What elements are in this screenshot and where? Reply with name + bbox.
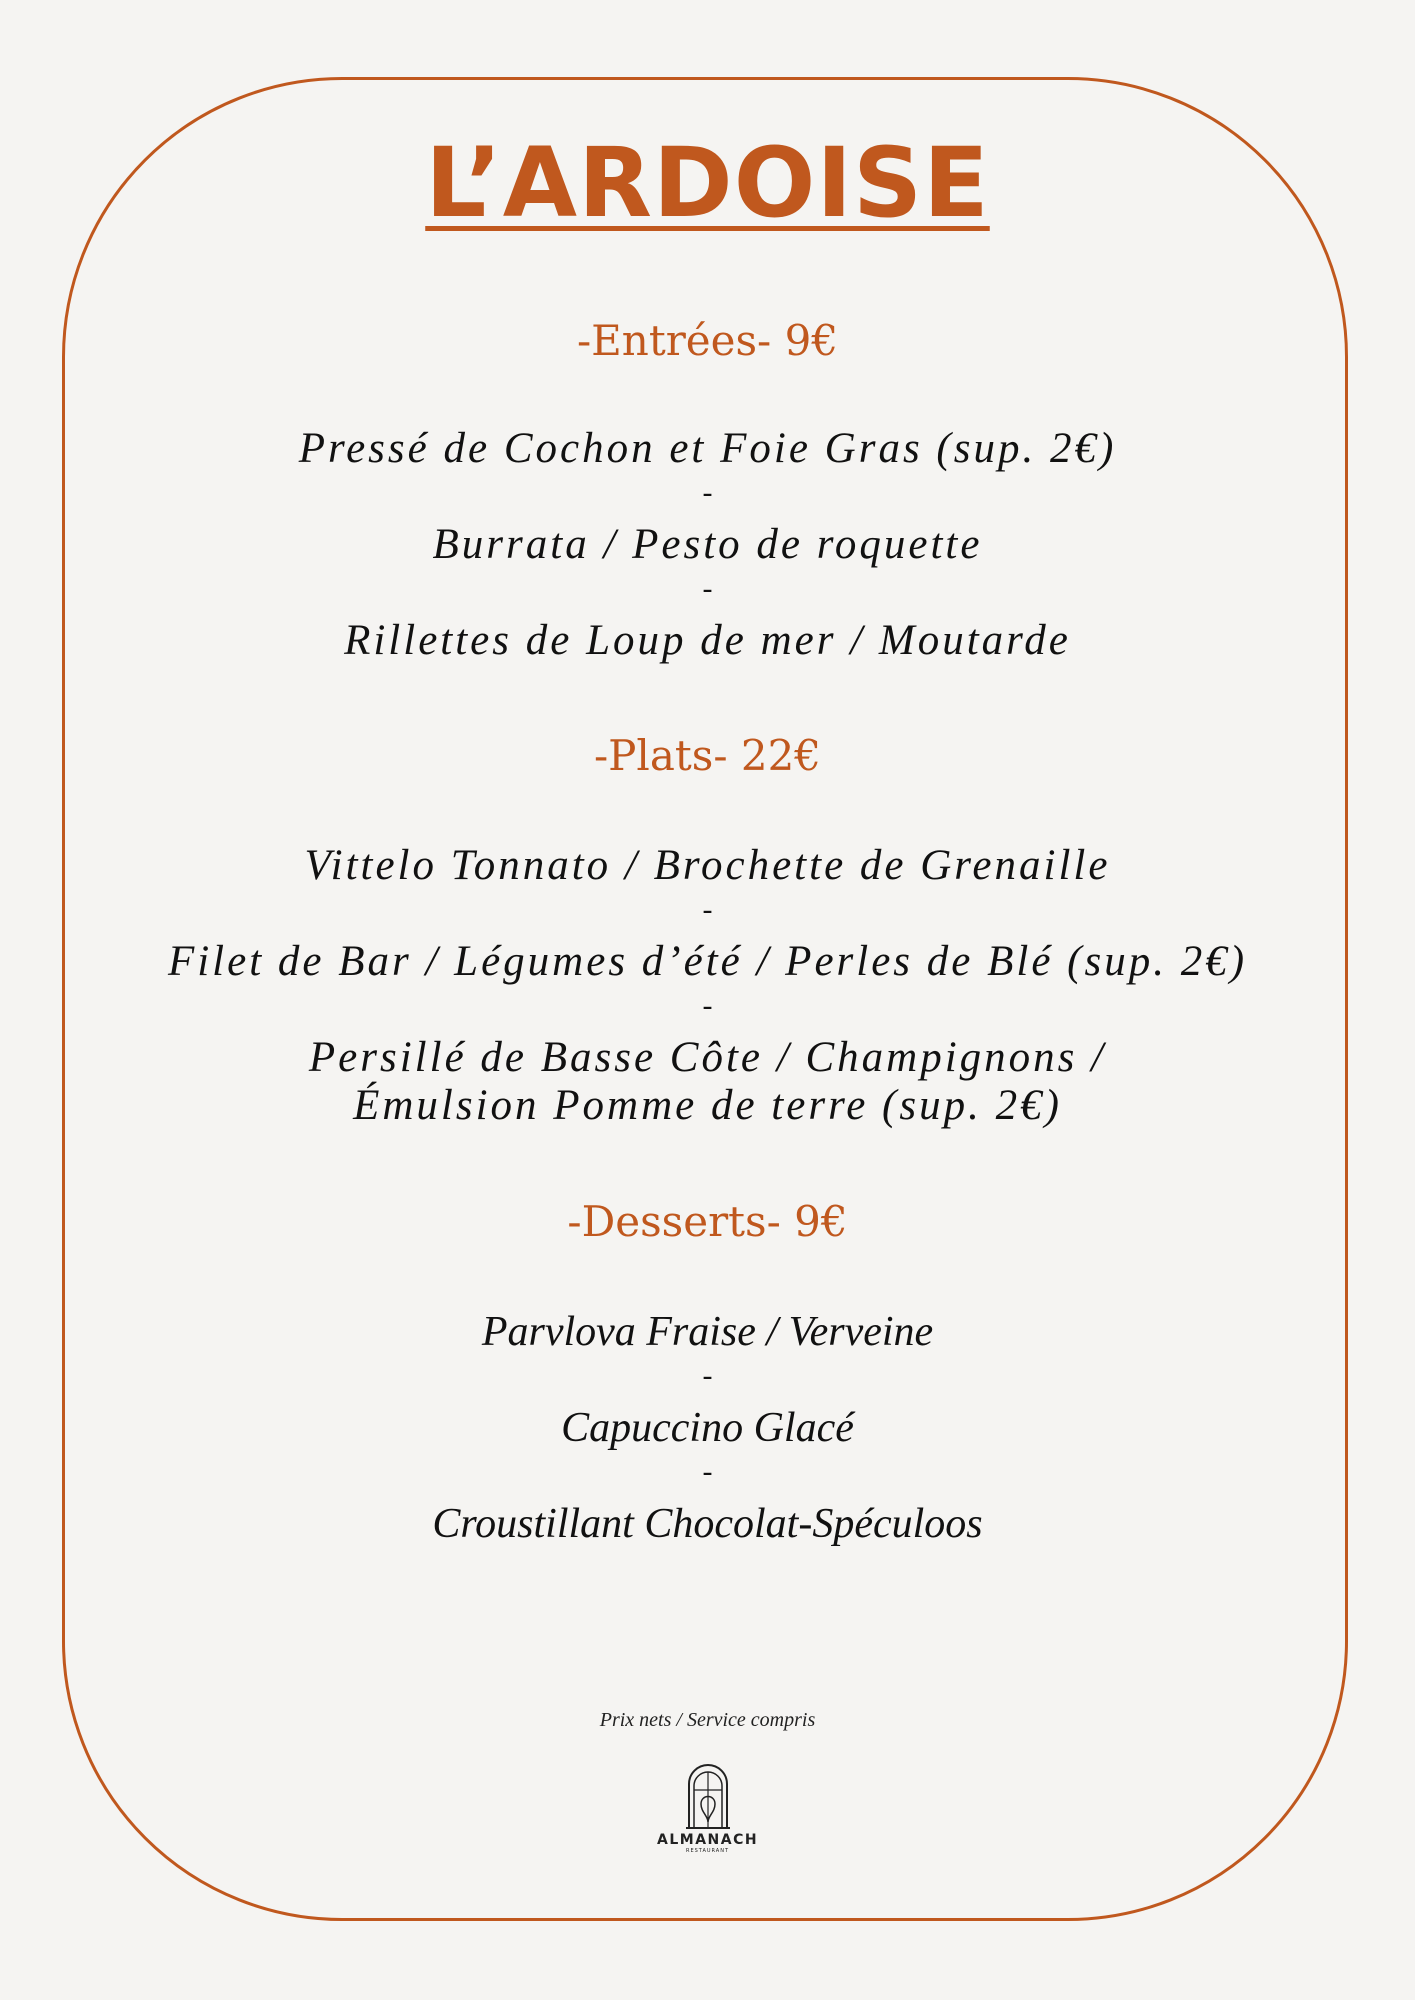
menu-item: Burrata / Pesto de roquette bbox=[432, 521, 983, 568]
menu-item: Parvlova Fraise / Verveine bbox=[481, 1309, 934, 1355]
menu-item: Pressé de Cochon et Foie Gras (sup. 2€) bbox=[298, 425, 1117, 472]
menu-title: L’ARDOISE bbox=[425, 127, 990, 239]
logo-subtitle: RESTAURANT bbox=[685, 1848, 730, 1854]
logo-name: ALMANACH bbox=[657, 1832, 759, 1848]
menu-item: Capuccino Glacé bbox=[561, 1405, 854, 1451]
menu-item: Rillettes de Loup de mer / Moutarde bbox=[344, 617, 1071, 664]
item-separator: - bbox=[702, 1359, 713, 1392]
menu-item: Vittelo Tonnato / Brochette de Grenaille bbox=[304, 842, 1111, 889]
arched-window-logo-icon bbox=[685, 1760, 731, 1830]
section-heading-entrees: -Entrées- 9€ bbox=[576, 316, 839, 365]
item-separator: - bbox=[702, 989, 713, 1022]
section-heading-plats: -Plats- 22€ bbox=[593, 731, 822, 780]
item-separator: - bbox=[702, 476, 713, 509]
item-separator: - bbox=[702, 893, 713, 926]
item-separator: - bbox=[702, 1455, 713, 1488]
price-note: Prix nets / Service compris bbox=[599, 1709, 816, 1731]
menu-item: Croustillant Chocolat-Spéculoos bbox=[432, 1501, 983, 1547]
menu-item: Persillé de Basse Côte / Champignons / bbox=[308, 1034, 1107, 1081]
item-separator: - bbox=[702, 572, 713, 605]
section-heading-desserts: -Desserts- 9€ bbox=[567, 1197, 848, 1246]
menu-item: Filet de Bar / Légumes d’été / Perles de Blé (sup. 2€) bbox=[167, 938, 1248, 985]
restaurant-logo bbox=[657, 1760, 758, 1854]
menu-item-continued: Émulsion Pomme de terre (sup. 2€) bbox=[353, 1082, 1062, 1129]
